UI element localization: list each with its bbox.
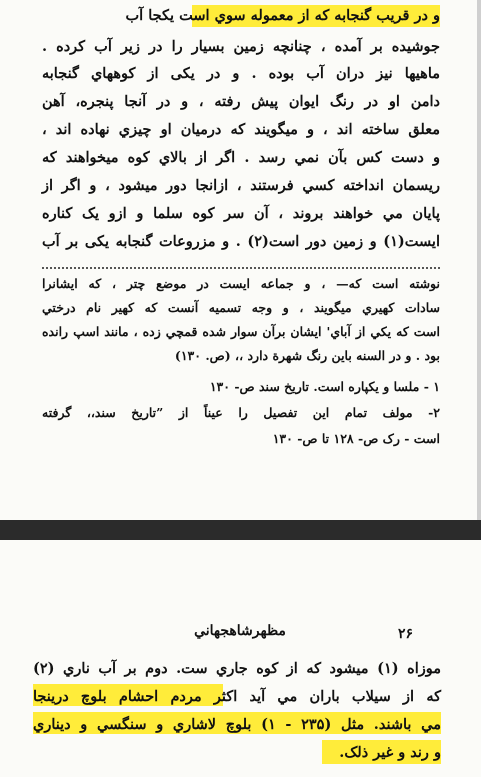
footnote-2: ۲- مولف تمام این تفصیل را عیناً از ”تاریخ سند،، گرفته [42,405,440,420]
body-line-7: ریسمان انداخته کسي فرستند ، ازانجا دور میشود ، و اگر از [42,177,440,194]
page-separator [0,520,481,540]
bottom-line-1: موزاه (۱) میشود که از کوه جاري ست. دوم بر آب ناري (۲) [33,660,441,677]
bottom-line-3: مي باشند. مثل (۲۳۵ - ۱) بلوچ لاشاري و سنگسي و دیناري [33,716,441,733]
continuation-line-3: است که یکي از آباي' ایشان برآن سوار شده قمچي زده ، مانند اسپ رانده [42,324,440,339]
running-header: مظهرشاهجهاني [194,623,286,639]
body-line-4: دامن او در رنگ ایوان پیش رفته ، و در آنجا پنجره، آهن [42,93,440,110]
page-edge [477,0,481,520]
continuation-line-4: بود . و در السنه باین رنگ شهرة دارد ،، (ص. ۱۳۰) [174,348,440,363]
body-line-2: جوشیده بر آمده ، چنانچه زمین بسیار را در زیر آب کرده . [42,38,440,55]
body-line-8: پایان مي خواهند بروند ، آن سر کوه سلما و ازو یک کناره [42,205,440,222]
continuation-line-2: سادات کهیري میگویند ، و وجه تسمیه آنست که کهیر نام درختي [42,300,440,315]
body-line-3: ماهیها نیز دران آب بوده . و در یکی از کوههاي گنجابه [42,65,440,82]
footnote-1: ۱ - ملسا و یکپاره است. تاریخ سند ص- ۱۳۰ [209,379,440,394]
body-line-5: معلق ساخته اند ، و میگویند که درمیان او چیزي نهاده اند ، [42,121,440,138]
body-line-9: ایست(۱) و زمین دور است(۲) . و مزروعات گنجابه یکی بر آب [42,233,440,250]
bottom-line-2: که از سیلاب باران مي آید اکثر مردم احشام بلوچ درینجا [33,688,441,705]
body-line-6: و دست کس بآن نمي رسد . اگر از بالاي کوه میخواهند که [42,149,440,166]
continuation-line-1: نوشته است که— ، و جماعه ایست در موضع چتر ، که ایشانرا [42,276,440,291]
footnote-3: است - رک ص- ۱۲۸ تا ص- ۱۳۰ [272,431,440,446]
bottom-line-4: و رند و غیر ذلک. [339,744,441,761]
body-line-1: و در قریب گنجابه که از معموله سوي است یکجا آب [125,7,440,24]
section-divider [42,267,440,269]
page-number: ۲۶ [398,626,414,642]
